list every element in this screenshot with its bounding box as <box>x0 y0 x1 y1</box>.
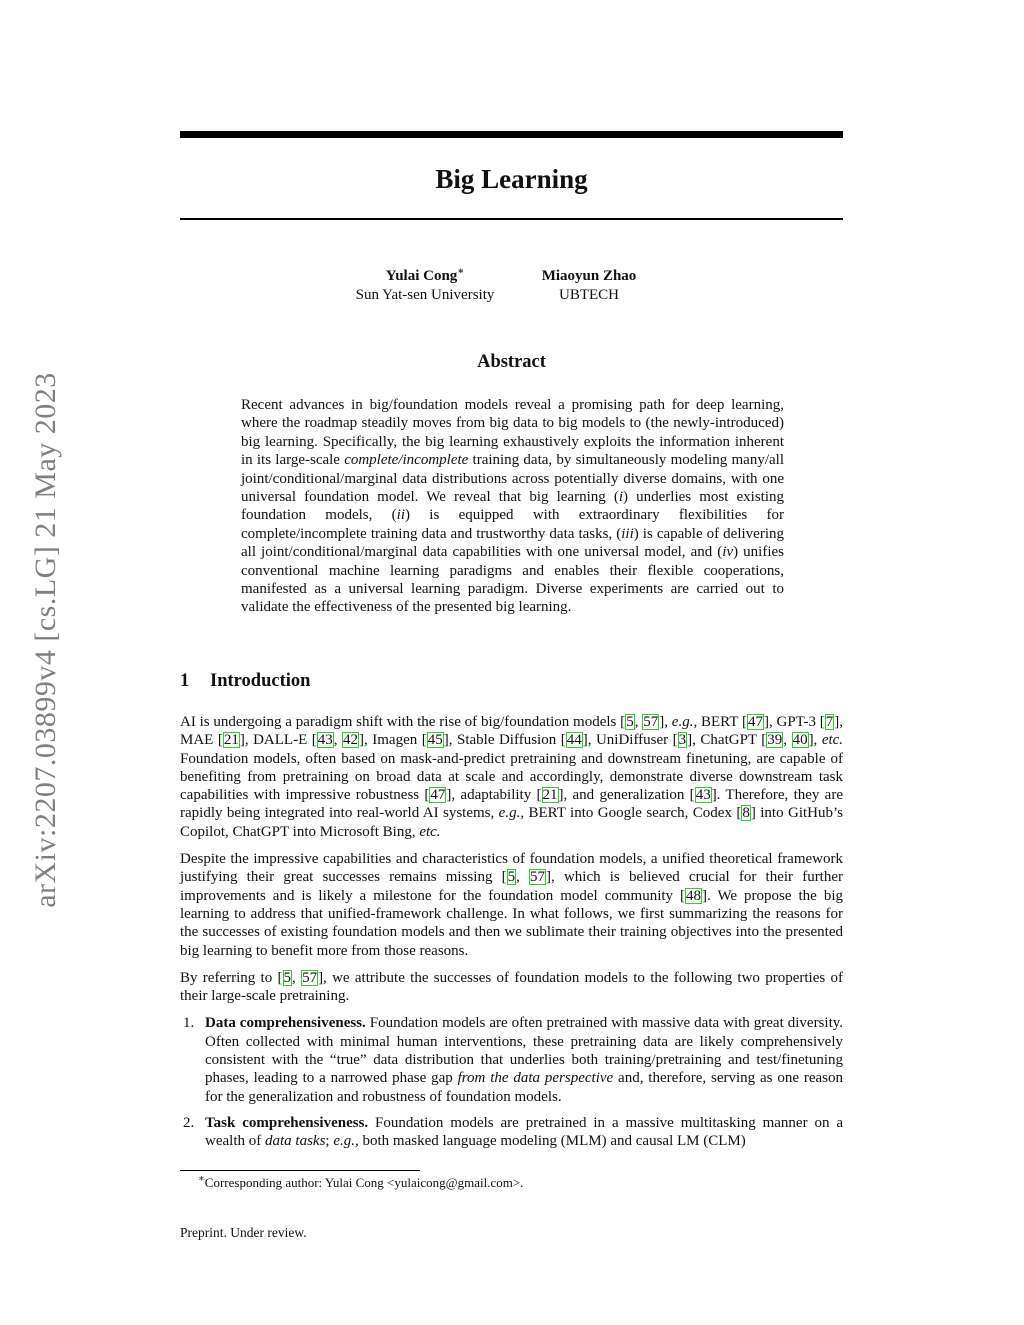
footnote <box>198 1175 523 1191</box>
citation-link[interactable]: 42 <box>343 732 358 749</box>
author-1-affiliation: Sun Yat-sen University <box>355 287 495 303</box>
citation-link[interactable]: 47 <box>430 787 446 804</box>
footnote-rule <box>180 1170 420 1171</box>
author-block <box>180 267 843 311</box>
list-number: 2. <box>183 1114 195 1131</box>
abstract-text: Recent advances in big/foundation models reveal a promising path for deep learning, where the roadmap steadily moves from big data to big models to (the newly-introduced) big learning. Specifically, the big learning exhaustively exploits the information inherent in its large-scale complete/incomplete training data, by simultaneously modeling many/all joint/conditional/marginal data distributions across potentially diverse domains, with one universal foundation model. We reveal that big learning (i) underlies most existing foundation models, (ii) is equipped with extraordinary flexibilities for complete/incomplete training data and trustworthy data tasks, (iii) is capable of delivering all joint/conditional/marginal data capabilities with one universal model, and (iv) unifies conventional machine learning paradigms and enables their flexible cooperations, manifested as a universal learning paradigm. Diverse experiments are carried out to validate the effectiveness of the presented big learning. <box>241 397 784 616</box>
footnote-mark: ∗ <box>198 1173 205 1185</box>
author-2 <box>519 267 659 305</box>
intro-paragraph-3: By referring to [5, 57], we attribute the successes of foundation models to the following two properties of their large-scale pretraining. <box>180 969 843 1005</box>
author-2-name: Miaoyun Zhao <box>541 268 637 284</box>
title-rule-top <box>180 131 843 138</box>
preprint-notice: Preprint. Under review. <box>180 1225 307 1240</box>
intro-paragraph-1: AI is undergoing a paradigm shift with the rise of big/foundation models [5, 57], e.g., BERT [47], GPT-3 [7], MAE [21], DALL-E [43, 42], Imagen [45], Stable Diffusion [44], UniDiffuser [3], ChatGPT [39, 40], etc. Foundation models, often based on mask-and-predict pretraining and downstream finetuning, are capable of benefiting from pretraining on broad data at scale and accordingly, demonstrate diverse downstream task capabilities with impressive robustness [47], adaptability [21], and generalization [43]. Therefore, they are rapidly being integrated into real-world AI systems, e.g., BERT into Google search, Codex [8] into GitHub’s Copilot, ChatGPT into Microsoft Bing, etc. <box>180 714 844 840</box>
author-1-name: Yulai Cong <box>385 268 458 284</box>
citation-link[interactable]: 57 <box>302 969 318 986</box>
citation-link[interactable]: 43 <box>695 787 711 804</box>
citation-link[interactable]: 44 <box>566 732 582 749</box>
list-item-heading: Task comprehensiveness. <box>205 1114 369 1131</box>
citation-link[interactable]: 48 <box>686 887 701 904</box>
citation-link[interactable]: 43 <box>317 732 333 749</box>
citation-link[interactable]: 45 <box>427 732 443 749</box>
properties-list <box>180 1014 843 1150</box>
section-title: Introduction <box>210 671 311 691</box>
citation-link[interactable]: 7 <box>825 714 834 730</box>
list-item-heading: Data comprehensiveness. <box>205 1015 366 1032</box>
citation-link[interactable]: 47 <box>747 714 763 730</box>
citation-link[interactable]: 5 <box>626 714 634 730</box>
section-heading-introduction <box>180 671 310 692</box>
author-1 <box>340 267 510 305</box>
citation-link[interactable]: 3 <box>678 732 687 749</box>
author-1-footnote-mark: ∗ <box>457 266 465 277</box>
list-number: 1. <box>183 1015 195 1032</box>
citation-link[interactable]: 21 <box>542 787 558 804</box>
footnote-text: Corresponding author: Yulai Cong <yulaicong@gmail.com>. <box>204 1175 524 1190</box>
citation-link[interactable]: 5 <box>283 969 292 986</box>
citation-link[interactable]: 57 <box>643 714 659 730</box>
arxiv-identifier: arXiv:2207.03899v4 [cs.LG] 21 May 2023 <box>29 372 62 908</box>
paper-title: Big Learning <box>435 164 588 194</box>
citation-link[interactable]: 39 <box>767 732 783 749</box>
introduction-body <box>180 713 843 1159</box>
abstract-heading: Abstract <box>477 352 546 372</box>
title-rule-bottom <box>180 218 843 220</box>
list-item: 2. Task comprehensiveness. Foundation models are pretrained in a massive multitasking manner on a wealth of data tasks; e.g., both masked language modeling (MLM) and causal LM (CLM) <box>183 1114 844 1150</box>
list-item: 1. Data comprehensiveness. Foundation models are often pretrained with massive data with great diversity. Often collected with minimal human interventions, these pretraining data are likely comprehensively consistent with the “true” data distribution that underlies both training/pretraining and test/finetuning phases, leading to a narrowed phase gap from the data perspective and, therefore, serving as one reason for the generalization and robustness of foundation models. <box>183 1015 844 1105</box>
citation-link[interactable]: 57 <box>530 869 546 886</box>
citation-link[interactable]: 21 <box>223 732 239 749</box>
citation-link[interactable]: 5 <box>507 869 516 886</box>
section-number: 1 <box>180 671 190 691</box>
citation-link[interactable]: 8 <box>742 805 750 822</box>
citation-link[interactable]: 40 <box>792 732 808 749</box>
intro-paragraph-2: Despite the impressive capabilities and characteristics of foundation models, a unified theoretical framework justifying their great successes remains missing [5, 57], which is believed crucial for their further improvements and is likely a milestone for the foundation model community [48]. We propose the big learning to address that unified-framework challenge. In what follows, we first summarizing the reasons for the successes of existing foundation models and then we sublimate their training objectives into the presented big learning to benefit more from those reasons. <box>180 851 844 959</box>
author-2-affiliation: UBTECH <box>559 287 619 303</box>
